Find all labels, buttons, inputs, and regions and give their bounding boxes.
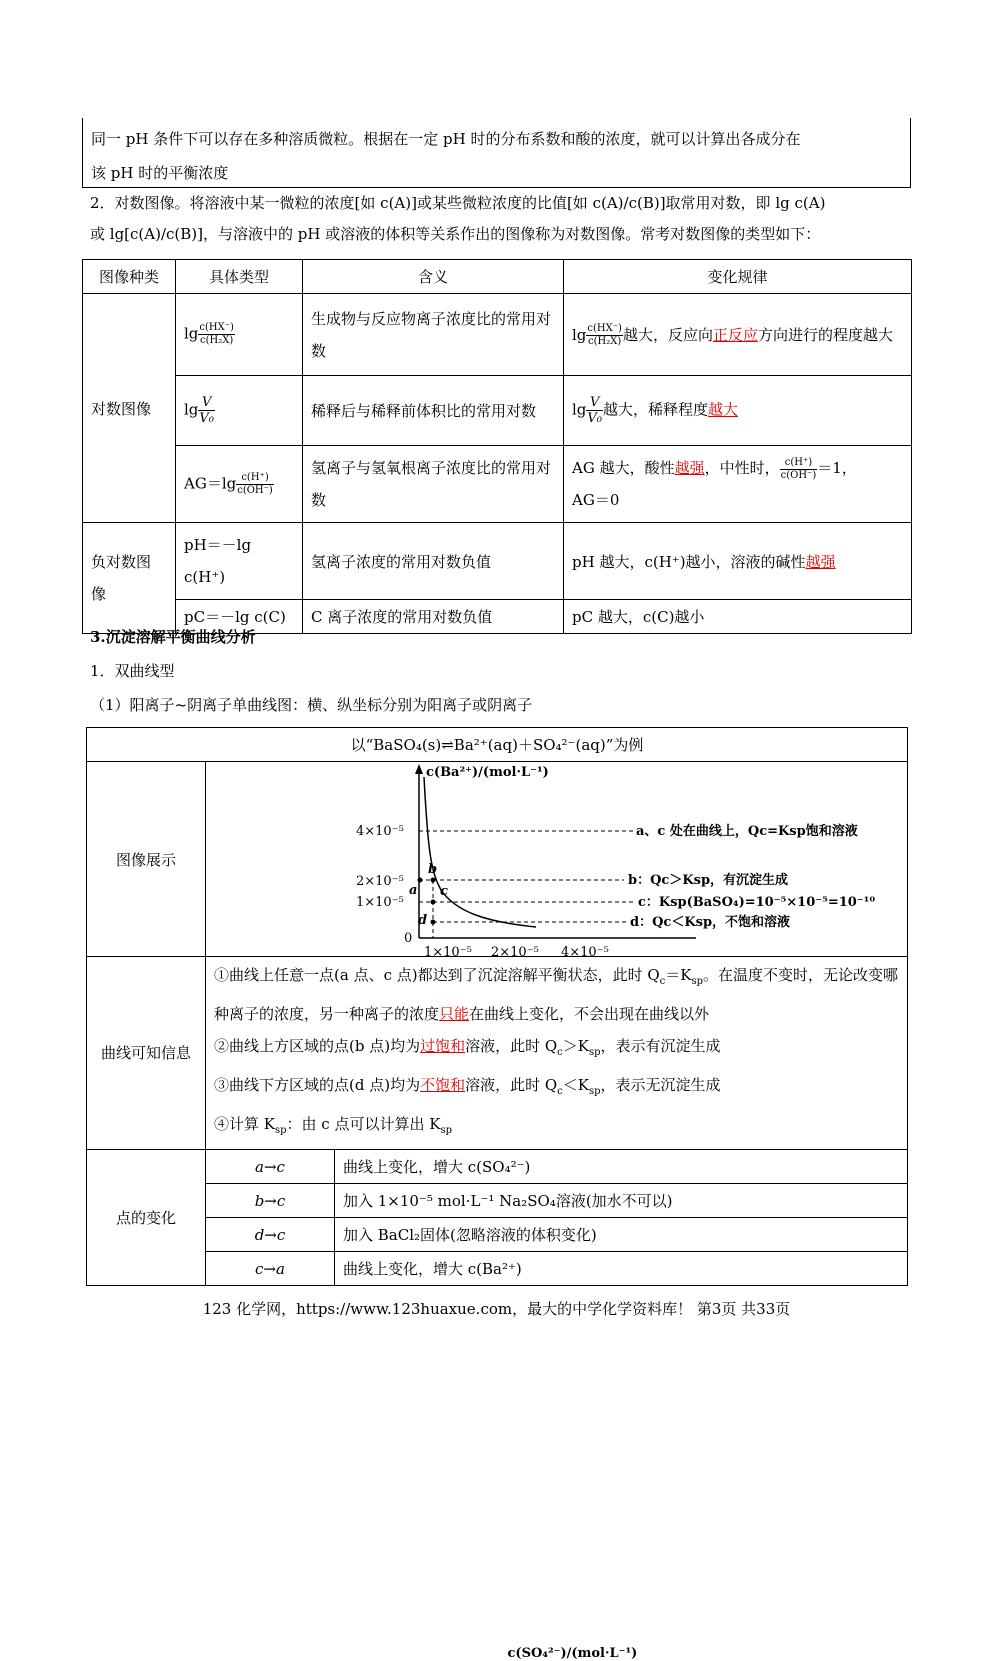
change-from-to: b→c bbox=[206, 1184, 335, 1218]
type-cell-1 bbox=[176, 294, 303, 376]
meaning-cell-5: C 离子浓度的常用对数负值 bbox=[303, 600, 564, 634]
header-image-kind: 图像种类 bbox=[83, 260, 176, 294]
rule-text: AG＝0 bbox=[572, 491, 620, 509]
subscript: sp bbox=[440, 1125, 452, 1136]
fraction-num: c(H⁺) bbox=[236, 472, 274, 485]
point-c bbox=[431, 900, 436, 905]
type-cell-3 bbox=[176, 446, 303, 523]
row-label-image: 图像展示 bbox=[87, 762, 206, 957]
info-text: ②曲线上方区域的点(b 点)均为 bbox=[214, 1037, 421, 1055]
rule-highlight: 越强 bbox=[674, 459, 705, 477]
rule-cell-4 bbox=[564, 523, 912, 600]
subscript: sp bbox=[691, 976, 704, 987]
paragraph-log-image bbox=[90, 188, 910, 250]
group-log-image: 对数图像 bbox=[83, 294, 176, 523]
log-image-table bbox=[82, 259, 912, 634]
meaning-cell-1: 生成物与反应物离子浓度比的常用对数 bbox=[303, 294, 564, 376]
y-axis-label: c(Ba²⁺)/(mol·L⁻¹) bbox=[426, 765, 549, 780]
meaning-cell-3: 氢离子与氢氧根离子浓度比的常用对数 bbox=[303, 446, 564, 523]
subscript: c bbox=[557, 1047, 563, 1058]
subscript: c bbox=[557, 1086, 563, 1097]
fraction bbox=[198, 322, 235, 347]
type-cell-4: pH＝－lg c(H⁺) bbox=[176, 523, 303, 600]
fraction bbox=[198, 395, 215, 426]
point-a bbox=[418, 878, 423, 883]
info-text: ＜K bbox=[562, 1076, 589, 1094]
y-tick: 4×10⁻⁵ bbox=[356, 824, 404, 839]
info-text: 在曲线上变化，不会出现在曲线以外 bbox=[469, 1005, 710, 1023]
page-footer: 123 化学网，https://www.123huaxue.com，最大的中学化学资料库！ 第3页 共33页 bbox=[202, 1300, 791, 1318]
annotation-4: d：Qc＜Ksp，不饱和溶液 bbox=[630, 915, 791, 930]
lg-text: lg bbox=[184, 400, 199, 419]
subscript: sp bbox=[589, 1086, 601, 1097]
label-d: d bbox=[418, 913, 428, 928]
info-item-2 bbox=[214, 1030, 899, 1069]
fraction-num: c(H⁺) bbox=[780, 457, 818, 470]
group-neg-log-image bbox=[83, 523, 176, 634]
info-text: ＝K bbox=[665, 966, 692, 984]
info-cell bbox=[206, 957, 908, 1150]
top-note-line1: 同一 pH 条件下可以存在多种溶质微粒。根据在一定 pH 时的分布系数和酸的浓度，就可以计算出各成分在 bbox=[91, 130, 801, 148]
group-label: 像 bbox=[91, 585, 107, 603]
top-note-line2: 该 pH 时的平衡浓度 bbox=[91, 164, 229, 182]
rule-highlight: 越大 bbox=[708, 400, 739, 419]
fraction-den: V₀ bbox=[199, 411, 215, 426]
type-cell-5: pC＝－lg c(C) bbox=[176, 600, 303, 634]
group-label: 负对数图 bbox=[91, 553, 152, 571]
rule-text: pH 越大，c(H⁺)越小，溶液的碱性 bbox=[572, 552, 806, 571]
change-from-to: c→a bbox=[206, 1252, 335, 1286]
ag-text: AG＝lg bbox=[184, 474, 237, 492]
paragraph-line2: 或 lg[c(A)/c(B)]，与溶液中的 pH 或溶液的体积等关系作出的图像称为对数图像。常考对数图像的类型如下： bbox=[90, 225, 821, 243]
fraction-num: V bbox=[198, 395, 215, 411]
info-text: ，表示无沉淀生成 bbox=[600, 1076, 721, 1094]
section3-sub2: （1）阳离子~阴离子单曲线图：横、纵坐标分别为阳离子或阴离子 bbox=[90, 696, 533, 714]
x-axis-label: c(SO₄²⁻)/(mol·L⁻¹) bbox=[507, 1645, 638, 1661]
y-tick: 1×10⁻⁵ bbox=[356, 895, 404, 910]
info-item-3 bbox=[214, 1069, 899, 1108]
x-tick: 1×10⁻⁵ bbox=[424, 945, 472, 960]
subscript: sp bbox=[589, 1047, 601, 1058]
x-tick: 2×10⁻⁵ bbox=[491, 945, 539, 960]
annotation-3: c：Ksp(BaSO₄)=10⁻⁵×10⁻⁵=10⁻¹⁰ bbox=[638, 895, 876, 910]
y-axis-arrow bbox=[415, 764, 423, 774]
y-tick: 2×10⁻⁵ bbox=[356, 874, 404, 889]
table-title: 以“BaSO₄(s)⇌Ba²⁺(aq)＋SO₄²⁻(aq)”为例 bbox=[87, 728, 908, 762]
info-text: ，表示有沉淀生成 bbox=[600, 1037, 721, 1055]
info-text: ③曲线下方区域的点(d 点)均为 bbox=[214, 1076, 421, 1094]
row-label-change: 点的变化 bbox=[87, 1150, 206, 1286]
top-note-box bbox=[82, 118, 911, 188]
meaning-cell-2: 稀释后与稀释前体积比的常用对数 bbox=[303, 376, 564, 446]
header-rule: 变化规律 bbox=[564, 260, 912, 294]
change-desc: 曲线上变化，增大 c(Ba²⁺) bbox=[335, 1252, 908, 1286]
info-text: 。在温度不变时，无论改变哪种离子的浓度，另一种离子的浓度 bbox=[214, 966, 899, 1023]
subscript: c bbox=[659, 976, 666, 987]
fraction-den: c(H₂X) bbox=[200, 335, 234, 346]
section3-sub1: 1．双曲线型 bbox=[90, 662, 175, 680]
fraction bbox=[236, 472, 274, 497]
label-a: a bbox=[409, 883, 418, 898]
change-from-to: d→c bbox=[206, 1218, 335, 1252]
rule-cell-3 bbox=[564, 446, 912, 523]
annotation-1: a、c 处在曲线上，Qc=Ksp饱和溶液 bbox=[636, 824, 858, 839]
change-from-to: a→c bbox=[206, 1150, 335, 1184]
fraction-num: c(HX⁻) bbox=[587, 323, 622, 334]
fraction-den: c(OH⁻) bbox=[780, 469, 817, 481]
info-highlight: 不饱和 bbox=[420, 1076, 466, 1094]
label-c: c bbox=[440, 884, 448, 899]
y-tick: 0 bbox=[404, 931, 413, 946]
header-meaning: 含义 bbox=[303, 260, 564, 294]
info-highlight: 过饱和 bbox=[420, 1037, 466, 1055]
saturation-curve bbox=[424, 777, 536, 927]
change-desc: 曲线上变化，增大 c(SO₄²⁻) bbox=[335, 1150, 908, 1184]
annotation-2: b：Qc＞Ksp，有沉淀生成 bbox=[628, 873, 789, 888]
x-tick: 4×10⁻⁵ bbox=[561, 945, 609, 960]
info-text: 溶液，此时 Q bbox=[465, 1076, 558, 1094]
rule-cell-1 bbox=[564, 294, 912, 376]
fraction-den: V₀ bbox=[587, 411, 603, 426]
rule-text: 方向进行的程度越大 bbox=[757, 325, 893, 344]
header-specific-type: 具体类型 bbox=[176, 260, 303, 294]
meaning-cell-4: 氢离子浓度的常用对数负值 bbox=[303, 523, 564, 600]
lg-text: lg bbox=[572, 400, 587, 419]
subscript: sp bbox=[274, 1125, 287, 1136]
info-highlight: 只能 bbox=[439, 1005, 470, 1023]
fraction-num: V bbox=[586, 395, 603, 411]
fraction bbox=[586, 323, 623, 348]
fraction-num: c(HX⁻) bbox=[199, 322, 234, 333]
rule-cell-2 bbox=[564, 376, 912, 446]
point-b bbox=[431, 878, 436, 883]
info-item-4 bbox=[214, 1108, 899, 1147]
info-text: ④计算 K bbox=[214, 1115, 275, 1133]
fraction bbox=[780, 457, 818, 482]
fraction-den: c(H₂X) bbox=[588, 336, 622, 347]
rule-text: 越大，稀释程度 bbox=[603, 400, 709, 419]
info-text: ：由 c 点可以计算出 K bbox=[286, 1115, 441, 1133]
ksp-chart bbox=[206, 762, 906, 960]
rule-text: AG 越大，酸性 bbox=[572, 459, 675, 477]
rule-text: ，中性时， bbox=[704, 459, 780, 477]
rule-highlight: 越强 bbox=[805, 552, 836, 571]
rule-cell-5: pC 越大，c(C)越小 bbox=[564, 600, 912, 634]
rule-highlight: 正反应 bbox=[712, 325, 758, 344]
type-cell-2 bbox=[176, 376, 303, 446]
fraction-den: c(OH⁻) bbox=[237, 484, 273, 496]
info-item-1 bbox=[214, 959, 899, 1030]
row-label-info: 曲线可知信息 bbox=[87, 957, 206, 1150]
fraction bbox=[586, 395, 603, 426]
section3-heading: 3.沉淀溶解平衡曲线分析 bbox=[90, 628, 256, 646]
info-text: ①曲线上任意一点(a 点、c 点)都达到了沉淀溶解平衡状态，此时 Q bbox=[214, 966, 660, 984]
point-d bbox=[431, 920, 436, 925]
lg-text: lg bbox=[572, 325, 587, 344]
lg-text: lg bbox=[184, 324, 199, 343]
label-b: b bbox=[428, 862, 438, 877]
rule-text: 越大，反应向 bbox=[622, 325, 713, 344]
paragraph-line1: 2．对数图像。将溶液中某一微粒的浓度[如 c(A)]或某些微粒浓度的比值[如 c(A)/c(B)]取常用对数，即 lg c(A) bbox=[90, 194, 826, 212]
info-text: ＞K bbox=[562, 1037, 589, 1055]
change-desc: 加入 1×10⁻⁵ mol·L⁻¹ Na₂SO₄溶液(加水不可以) bbox=[335, 1184, 908, 1218]
change-desc: 加入 BaCl₂固体(忽略溶液的体积变化) bbox=[335, 1218, 908, 1252]
rule-text: ＝1， bbox=[817, 459, 857, 477]
info-text: 溶液，此时 Q bbox=[465, 1037, 558, 1055]
